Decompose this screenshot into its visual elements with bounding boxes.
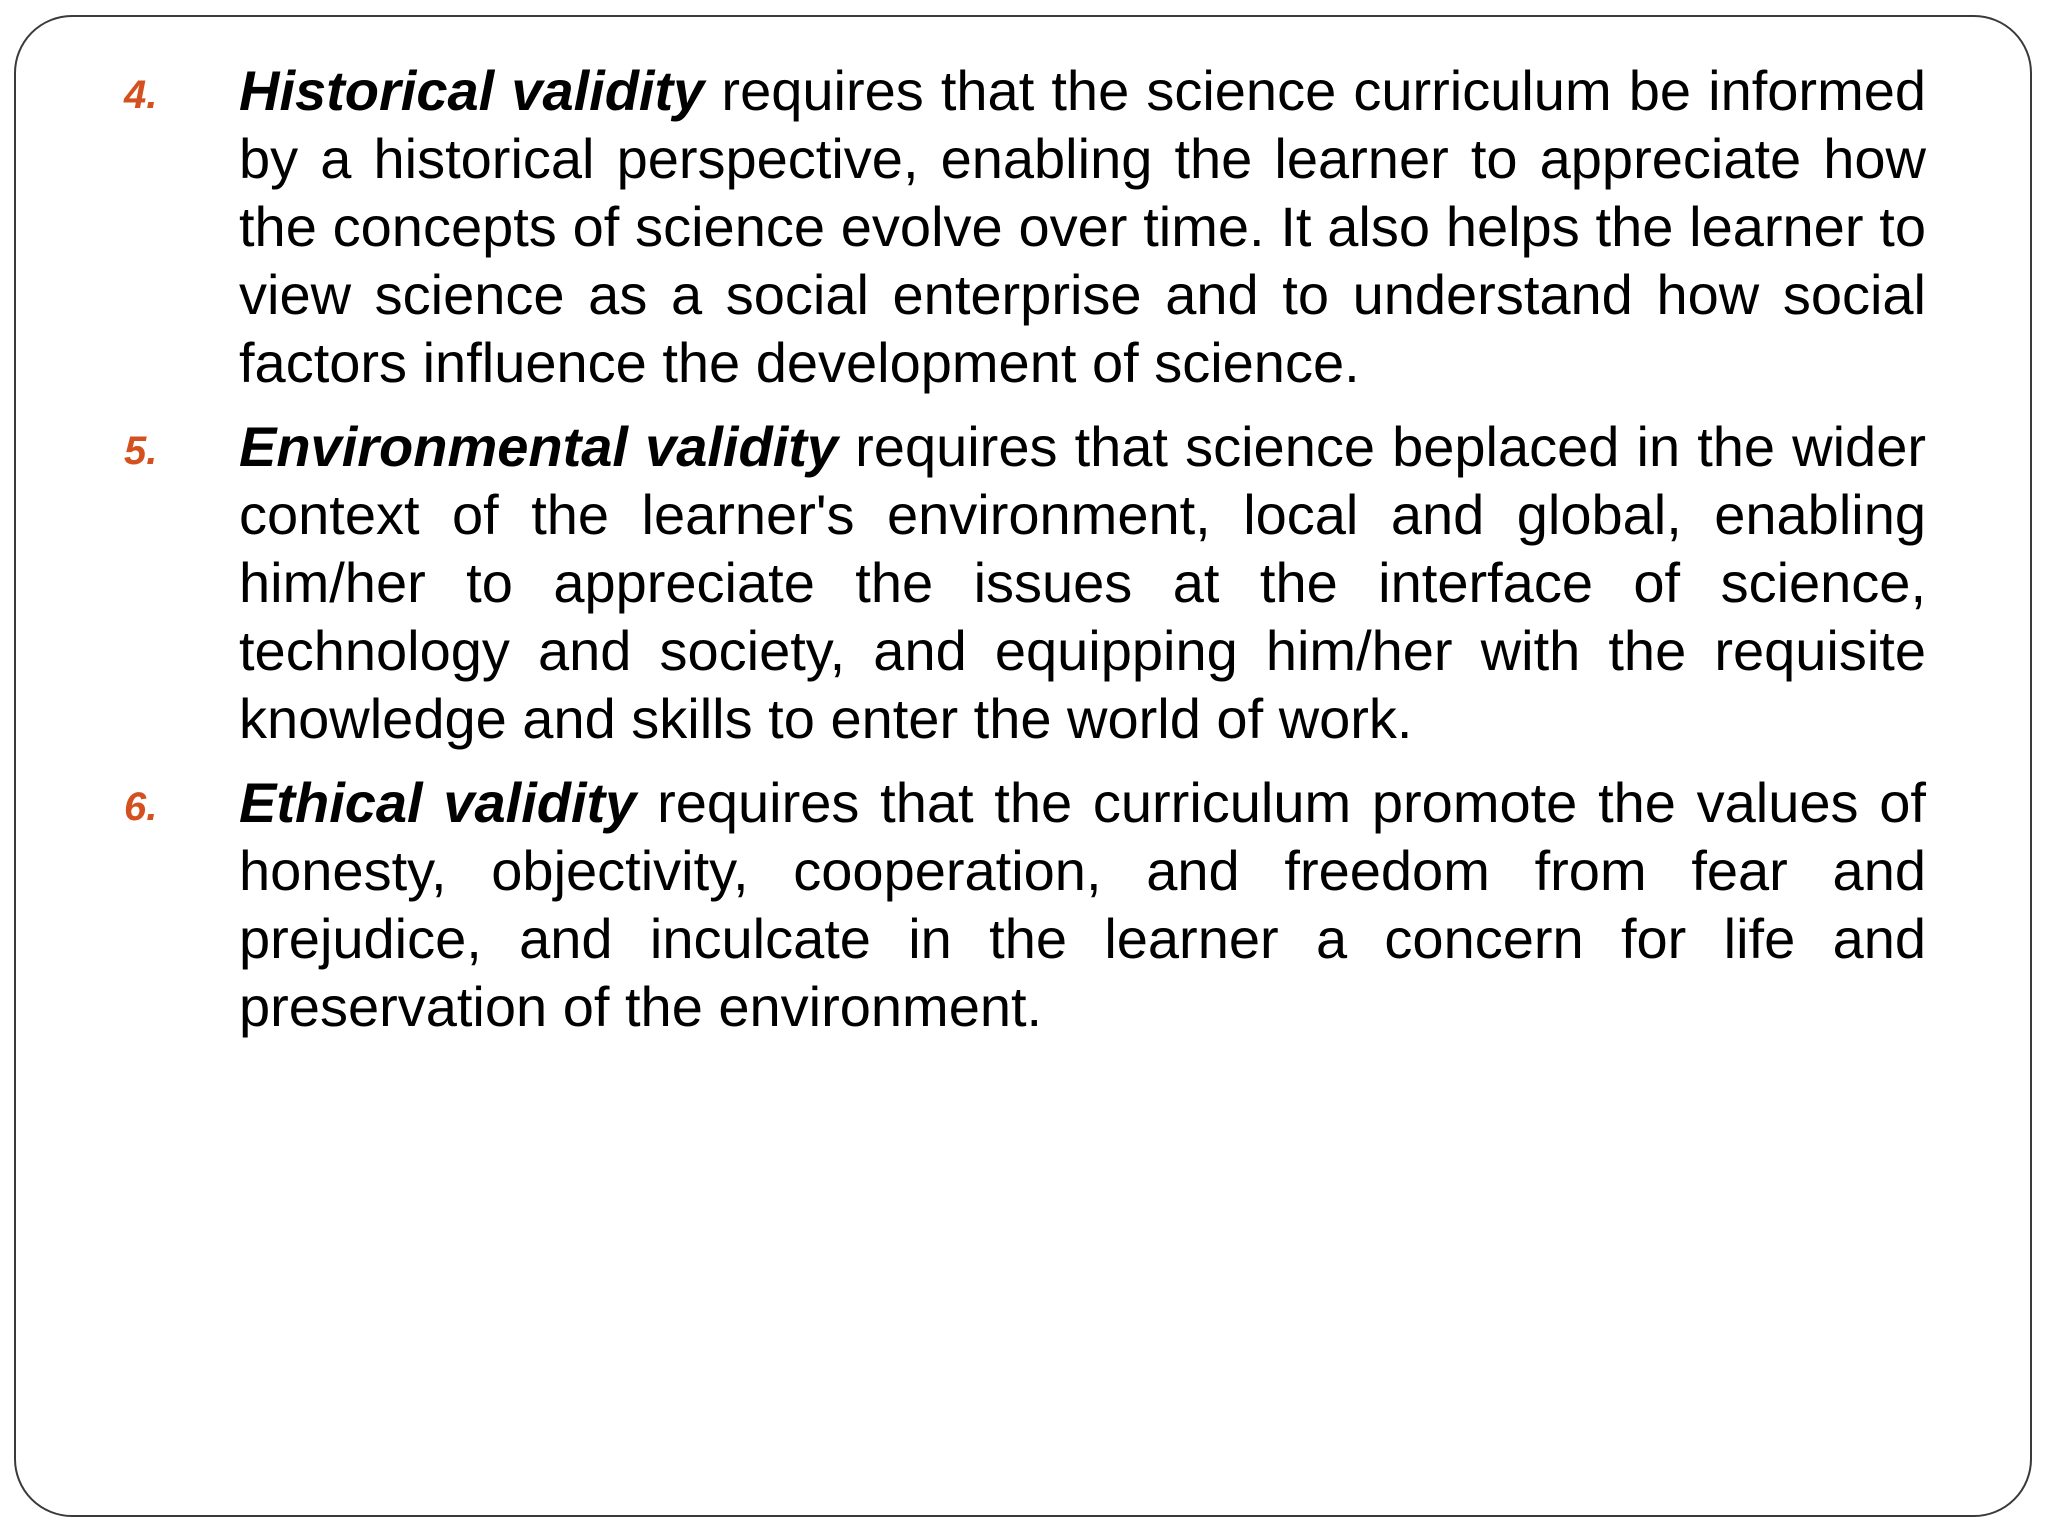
item-number: 4.: [124, 73, 158, 117]
list-item-6: [116, 769, 1926, 1041]
item-number: 5.: [124, 429, 158, 473]
item-term: Ethical validity: [239, 771, 637, 834]
item-text: [239, 57, 1926, 397]
item-text: [239, 769, 1926, 1041]
item-description: requires that the science curriculum be informed by a historical perspective, enabling the learner to appreciate how the concepts of science evolve over time. It also helps the learner to view science as a social enterprise and to understand how social factors influence the development of science.: [239, 59, 1927, 394]
item-number: 6.: [124, 785, 158, 829]
item-description: requires that the curriculum promote the values of honesty, objectivity, cooperation, and freedom from fear and prejudice, and inculcate in the learner a concern for life and preservation of the environment.: [239, 771, 1926, 1038]
slide-frame: [14, 15, 2032, 1517]
item-description: requires that science beplaced in the wider context of the learner's environment, local and global, enabling him/her to appreciate the issues at the interface of science, technology and society, and equipping him/her with the requisite knowledge and skills to enter the world of work.: [239, 415, 1926, 750]
list-item-5: [116, 413, 1926, 753]
list-item-4: [116, 57, 1926, 397]
item-term: Historical validity: [239, 59, 705, 122]
item-term: Environmental validity: [239, 415, 839, 478]
slide-content: [116, 57, 1926, 1057]
item-text: [239, 413, 1926, 753]
